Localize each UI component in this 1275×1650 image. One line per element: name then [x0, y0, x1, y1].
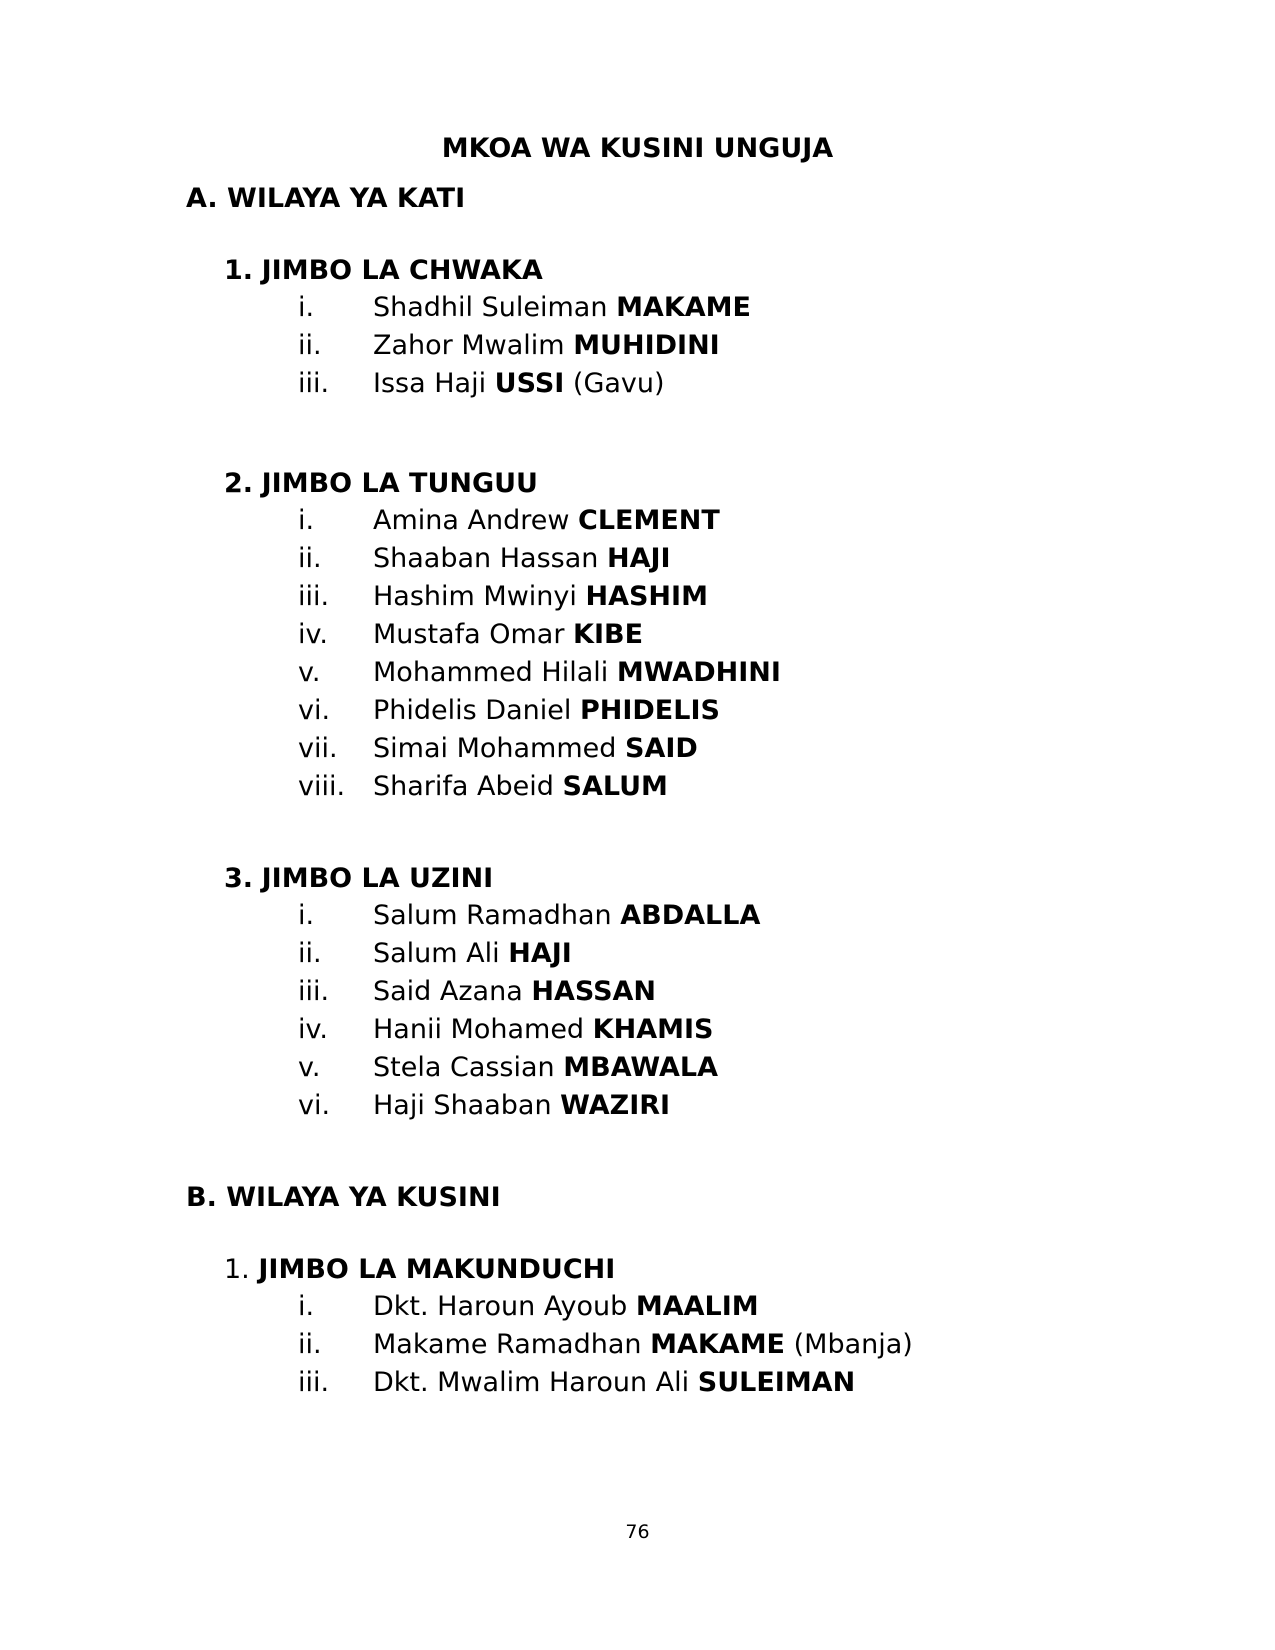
surname: HASHIM [585, 581, 708, 612]
member-name [373, 616, 643, 654]
surname: HASSAN [531, 976, 657, 1007]
member-name [373, 1087, 670, 1125]
roman-numeral: vii. [298, 733, 338, 764]
list-item [0, 692, 1275, 730]
list-item [0, 654, 1275, 692]
member-note: (Mbanja) [793, 1329, 913, 1360]
jimbo-heading [224, 253, 543, 289]
roman-numeral: iii. [298, 976, 330, 1007]
given-name: Makame Ramadhan [373, 1329, 642, 1360]
list-item [0, 1326, 1275, 1364]
member-name [373, 768, 668, 806]
list-item [0, 1364, 1275, 1402]
member-name [373, 897, 760, 935]
list-item [0, 578, 1275, 616]
member-name [373, 935, 572, 973]
given-name: Mohammed Hilali [373, 657, 609, 688]
member-name [373, 502, 720, 540]
surname: KHAMIS [592, 1014, 714, 1045]
list-item [0, 973, 1275, 1011]
roman-numeral: iii. [298, 368, 330, 399]
roman-numeral: v. [298, 657, 321, 688]
jimbo-name: JIMBO LA TUNGUU [261, 468, 538, 499]
jimbo-name: JIMBO LA CHWAKA [261, 255, 543, 286]
jimbo-number: 1. [224, 1254, 250, 1285]
list-item [0, 897, 1275, 935]
surname: SULEIMAN [697, 1367, 856, 1398]
given-name: Salum Ramadhan [373, 900, 612, 931]
roman-numeral: ii. [298, 938, 322, 969]
list-item [0, 327, 1275, 365]
given-name: Dkt. Haroun Ayoub [373, 1291, 628, 1322]
given-name: Haji Shaaban [373, 1090, 552, 1121]
roman-numeral: i. [298, 900, 315, 931]
roman-numeral: vi. [298, 695, 331, 726]
surname: SALUM [562, 771, 668, 802]
surname: HAJI [508, 938, 572, 969]
member-name [373, 1049, 718, 1087]
given-name: Salum Ali [373, 938, 500, 969]
member-name [373, 730, 698, 768]
given-name: Dkt. Mwalim Haroun Ali [373, 1367, 690, 1398]
surname: MAALIM [635, 1291, 759, 1322]
jimbo-number: 1. [224, 255, 254, 286]
given-name: Amina Andrew [373, 505, 570, 536]
member-name [373, 578, 708, 616]
surname: USSI [494, 368, 565, 399]
roman-numeral: i. [298, 505, 315, 536]
roman-numeral: viii. [298, 771, 346, 802]
member-note: (Gavu) [572, 368, 665, 399]
given-name: Sharifa Abeid [373, 771, 554, 802]
member-list [0, 1288, 1275, 1402]
jimbo-name: JIMBO LA UZINI [261, 863, 494, 894]
member-name [373, 1326, 913, 1364]
given-name: Zahor Mwalim [373, 330, 565, 361]
given-name: Simai Mohammed [373, 733, 617, 764]
surname: HAJI [606, 543, 671, 574]
roman-numeral: ii. [298, 1329, 322, 1360]
jimbo-heading [224, 861, 493, 897]
roman-numeral: i. [298, 292, 315, 323]
surname: KIBE [573, 619, 644, 650]
jimbo-number: 3. [224, 863, 254, 894]
list-item [0, 1049, 1275, 1087]
roman-numeral: i. [298, 1291, 315, 1322]
surname: ABDALLA [620, 900, 761, 931]
member-list [0, 289, 1275, 403]
roman-numeral: vi. [298, 1090, 331, 1121]
roman-numeral: ii. [298, 330, 322, 361]
member-name [373, 654, 781, 692]
page-number: 76 [625, 1521, 650, 1543]
roman-numeral: iii. [298, 1367, 330, 1398]
member-name [373, 327, 720, 365]
list-item [0, 502, 1275, 540]
member-name [373, 1364, 855, 1402]
roman-numeral: v. [298, 1052, 321, 1083]
list-item [0, 1288, 1275, 1326]
list-item [0, 540, 1275, 578]
surname: MAKAME [650, 1329, 786, 1360]
jimbo-number: 2. [224, 468, 254, 499]
given-name: Phidelis Daniel [373, 695, 572, 726]
list-item [0, 289, 1275, 327]
given-name: Shaaban Hassan [373, 543, 599, 574]
surname: MAKAME [616, 292, 751, 323]
roman-numeral: ii. [298, 543, 322, 574]
surname: CLEMENT [578, 505, 720, 536]
jimbo-heading [224, 466, 538, 502]
given-name: Hanii Mohamed [373, 1014, 585, 1045]
member-name [373, 1011, 713, 1049]
member-name [373, 692, 720, 730]
member-name [373, 1288, 759, 1326]
given-name: Shadhil Suleiman [373, 292, 608, 323]
list-item [0, 768, 1275, 806]
roman-numeral: iv. [298, 1014, 328, 1045]
wilaya-heading: B. WILAYA YA KUSINI [186, 1182, 501, 1213]
given-name: Hashim Mwinyi [373, 581, 577, 612]
member-name [373, 540, 671, 578]
list-item [0, 365, 1275, 403]
surname: WAZIRI [560, 1090, 671, 1121]
list-item [0, 1011, 1275, 1049]
list-item [0, 1087, 1275, 1125]
given-name: Mustafa Omar [373, 619, 565, 650]
roman-numeral: iii. [298, 581, 330, 612]
surname: PHIDELIS [579, 695, 720, 726]
member-name [373, 973, 656, 1011]
member-name [373, 289, 751, 327]
given-name: Stela Cassian [373, 1052, 555, 1083]
wilaya-heading: A. WILAYA YA KATI [186, 183, 466, 214]
surname: MBAWALA [563, 1052, 718, 1083]
member-list [0, 502, 1275, 806]
member-list [0, 897, 1275, 1125]
given-name: Issa Haji [373, 368, 487, 399]
surname: MWADHINI [616, 657, 781, 688]
list-item [0, 935, 1275, 973]
list-item [0, 730, 1275, 768]
given-name: Said Azana [373, 976, 523, 1007]
roman-numeral: iv. [298, 619, 328, 650]
surname: SAID [625, 733, 698, 764]
list-item [0, 616, 1275, 654]
surname: MUHIDINI [573, 330, 720, 361]
member-name [373, 365, 665, 403]
jimbo-heading [224, 1252, 615, 1288]
jimbo-name: JIMBO LA MAKUNDUCHI [258, 1254, 616, 1285]
page-title: MKOA WA KUSINI UNGUJA [441, 133, 834, 164]
